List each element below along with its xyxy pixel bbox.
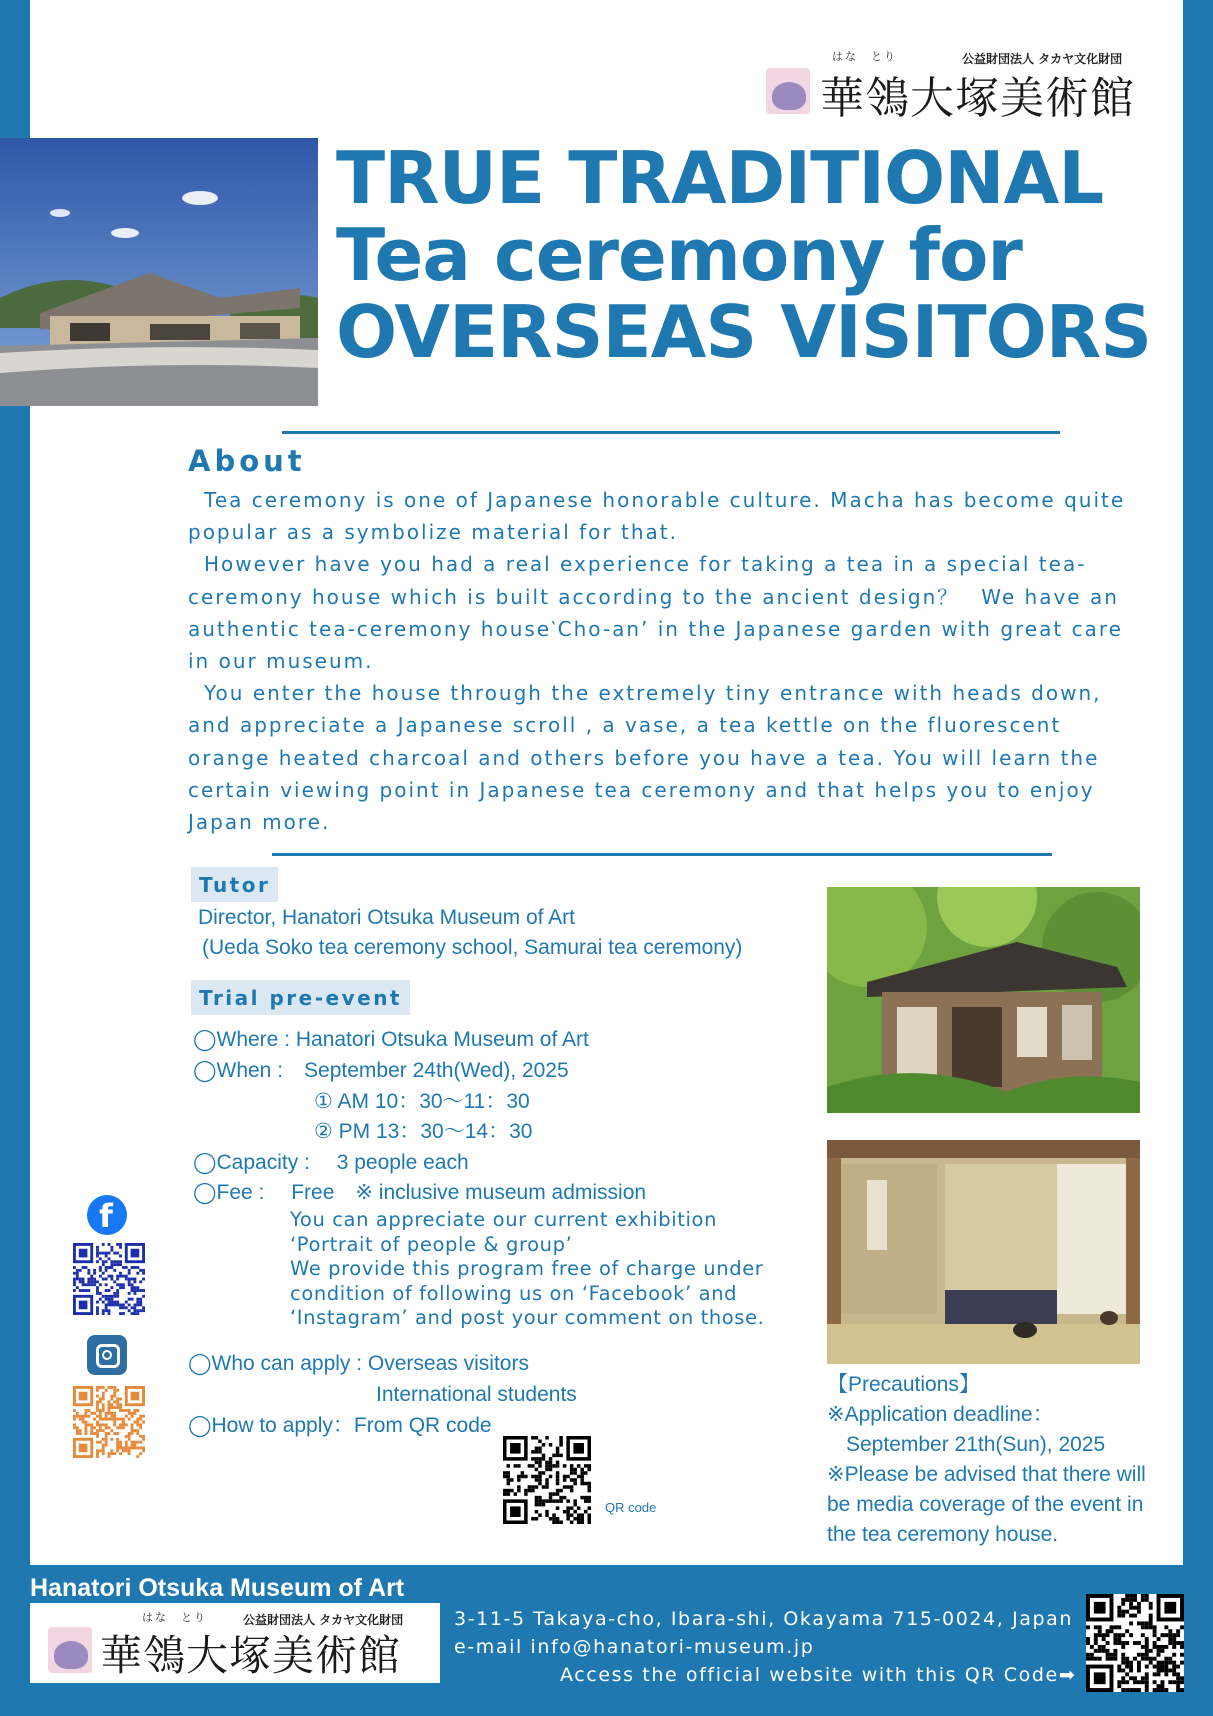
instagram-icon[interactable] bbox=[87, 1335, 127, 1375]
fee-note-line: You can appreciate our current exhibition bbox=[290, 1208, 718, 1231]
footer-email[interactable]: e-mail info@hanatori-museum.jp bbox=[454, 1636, 815, 1658]
logo-furigana: はな とり bbox=[832, 50, 897, 63]
logo-mark bbox=[766, 68, 810, 114]
fee-note-line: condition of following us on ‘Facebook’ and bbox=[290, 1281, 738, 1305]
about-text bbox=[188, 484, 1148, 838]
footer-logo-furigana: はな とり bbox=[142, 1611, 207, 1624]
fee-note bbox=[290, 1208, 764, 1331]
fee-note-line: ‘Instagram’ and post your comment on those. bbox=[290, 1306, 765, 1329]
logo-foundation: 公益財団法人 タカヤ文化財団 bbox=[962, 52, 1123, 66]
trial-tag: Trial pre-event bbox=[191, 980, 410, 1015]
footer-logo-name: 華鴒大塚美術館 bbox=[100, 1631, 402, 1680]
museum-building-photo bbox=[0, 138, 318, 406]
trial-how: ◯How to apply：From QR code bbox=[188, 1414, 492, 1437]
precautions-note-1: ※Please be advised that there will bbox=[827, 1463, 1146, 1486]
trial-where: ◯Where : Hanatori Otsuka Museum of Art bbox=[193, 1028, 589, 1051]
title-line-3: OVERSEAS VISITORS bbox=[336, 290, 1152, 374]
page-title bbox=[336, 136, 1152, 374]
precautions-deadline-label: ※Application deadline： bbox=[827, 1403, 1054, 1426]
footer-website-link[interactable]: Access the official website with this QR Code➡ bbox=[560, 1664, 1077, 1686]
qr-caption: QR code bbox=[605, 1500, 657, 1515]
trial-who: ◯Who can apply : Overseas visitors bbox=[188, 1352, 529, 1375]
tea-house-exterior-photo bbox=[827, 887, 1140, 1113]
title-line-2: Tea ceremony for bbox=[336, 213, 1022, 297]
tutor-tag: Tutor bbox=[191, 867, 278, 902]
about-paragraph: However have you had a real experience for taking a tea in a special tea-ceremony house which is built according to the ancient design？ We have an authentic tea-ceremony house‵Cho-an’ in the Japanese garden with great care in our museum. bbox=[188, 552, 1123, 674]
trial-session-1: ① AM 10：30〜11：30 bbox=[314, 1090, 530, 1113]
trial-fee: ◯Fee : Free ※ inclusive museum admission bbox=[193, 1181, 647, 1204]
footer-logo-mark bbox=[48, 1627, 92, 1673]
precautions-title: 【Precautions】 bbox=[827, 1373, 980, 1396]
precautions-deadline-date: September 21th(Sun), 2025 bbox=[846, 1433, 1106, 1456]
trial-session-2: ② PM 13：30〜14：30 bbox=[314, 1120, 533, 1143]
tutor-line-2: (Ueda Soko tea ceremony school, Samurai tea ceremony) bbox=[202, 936, 743, 959]
trial-capacity: ◯Capacity : 3 people each bbox=[193, 1151, 469, 1174]
footer-address: 3-11-5 Takaya-cho, Ibara-shi, Okayama 715-0024, Japan bbox=[454, 1608, 1074, 1630]
divider-middle bbox=[272, 853, 1052, 856]
instagram-qr-code[interactable] bbox=[73, 1386, 145, 1458]
precautions-note-3: the tea ceremony house. bbox=[827, 1523, 1059, 1546]
header-logo bbox=[766, 48, 1146, 124]
facebook-qr-code[interactable] bbox=[73, 1243, 145, 1315]
about-paragraph: Tea ceremony is one of Japanese honorable culture. Macha has become quite popular as a symbolize material for that. bbox=[188, 488, 1126, 545]
precautions-note-2: be media coverage of the event in bbox=[827, 1493, 1144, 1516]
facebook-icon[interactable]: f bbox=[87, 1195, 127, 1235]
logo-name: 華鴒大塚美術館 bbox=[820, 73, 1135, 124]
tea-room-interior-photo bbox=[827, 1140, 1140, 1364]
about-heading: About bbox=[188, 444, 306, 478]
trial-when: ◯When : September 24th(Wed), 2025 bbox=[193, 1059, 569, 1082]
about-paragraph: You enter the house through the extremely tiny entrance with heads down, and appreciate a Japanese scroll , a vase, a tea kettle on the fluorescent orange heated charcoal and others before you have a tea. You will learn the certain viewing point in Japanese tea ceremony and that helps you to enjoy Japan more. bbox=[188, 681, 1102, 835]
tutor-line-1: Director, Hanatori Otsuka Museum of Art bbox=[198, 906, 575, 929]
application-qr-code[interactable] bbox=[503, 1436, 591, 1524]
trial-who-2: International students bbox=[376, 1383, 577, 1406]
footer-logo bbox=[30, 1603, 440, 1683]
website-qr-code[interactable] bbox=[1086, 1594, 1184, 1692]
fee-note-line: We provide this program free of charge under bbox=[290, 1257, 764, 1280]
fee-note-line: ‘Portrait of people & group’ bbox=[290, 1232, 573, 1256]
divider-top bbox=[282, 431, 1060, 434]
title-line-1: TRUE TRADITIONAL bbox=[336, 136, 1104, 220]
footer-logo-foundation: 公益財団法人 タカヤ文化財団 bbox=[243, 1613, 404, 1627]
footer-museum-name: Hanatori Otsuka Museum of Art bbox=[30, 1574, 405, 1602]
